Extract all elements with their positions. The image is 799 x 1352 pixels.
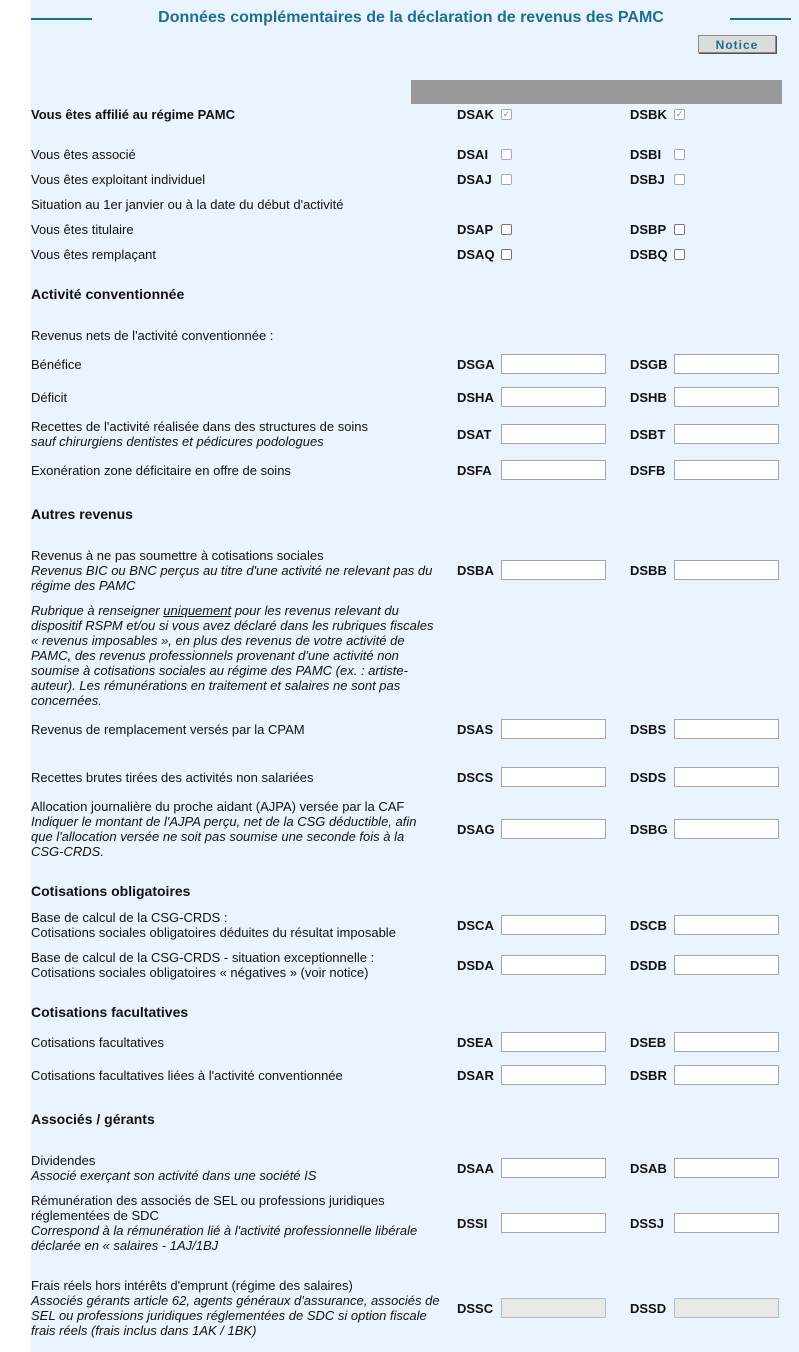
recettes-structures-note: sauf chirurgiens dentistes et pédicures podologues: [31, 434, 324, 449]
code-dsbr: DSBR: [630, 1068, 667, 1083]
input-dsat[interactable]: [501, 424, 606, 444]
dividendes-text: Dividendes: [31, 1153, 96, 1168]
code-dsbk: DSBK: [630, 107, 667, 122]
code-dsai: DSAI: [457, 147, 489, 162]
input-dsar[interactable]: [501, 1065, 606, 1085]
ajpa-text: Allocation journalière du proche aidant (AJPA) versée par la CAF: [31, 799, 405, 814]
code-dsds: DSDS: [630, 770, 667, 785]
code-dsaj: DSAJ: [457, 172, 492, 187]
remplacement-label: Revenus de remplacement versés par la CPAM: [31, 722, 305, 737]
code-dsbb: DSBB: [630, 563, 667, 578]
page-title: Données complémentaires de la déclaration de revenus des PAMC: [158, 9, 664, 26]
recettes-structures-label: [31, 419, 446, 449]
remuneration-sel-text: Rémunération des associés de SEL ou professions juridiques réglementées de SDC: [31, 1193, 385, 1223]
frais-reels-text: Frais réels hors intérêts d'emprunt (régime des salaires): [31, 1278, 353, 1293]
input-dsbr[interactable]: [674, 1065, 779, 1085]
non-soumis-note: Revenus BIC ou BNC perçus au titre d'une activité ne relevant pas du régime des PAMC: [31, 563, 433, 593]
section-associes: Associés / gérants: [31, 1111, 155, 1127]
section-activite: Activité conventionnée: [31, 286, 185, 302]
code-dsha: DSHA: [457, 390, 494, 405]
remuneration-sel-label: [31, 1193, 431, 1253]
associe-label: Vous êtes associé: [31, 147, 136, 162]
base-csg-exc-text: Base de calcul de la CSG-CRDS - situation exceptionnelle :: [31, 950, 375, 965]
code-dsaa: DSAA: [457, 1161, 494, 1176]
remplacant-label: Vous êtes remplaçant: [31, 247, 157, 262]
code-dsba: DSBA: [457, 563, 494, 578]
input-dsbs[interactable]: [674, 719, 779, 739]
input-dsba[interactable]: [501, 560, 606, 580]
notice-button[interactable]: Notice: [698, 35, 776, 53]
input-dshb[interactable]: [674, 387, 779, 407]
code-dssc: DSSC: [457, 1301, 494, 1316]
code-dscs: DSCS: [457, 770, 494, 785]
input-dsbb[interactable]: [674, 560, 779, 580]
input-dsag[interactable]: [501, 819, 606, 839]
code-dsfa: DSFA: [457, 463, 492, 478]
input-dseb[interactable]: [674, 1032, 779, 1052]
code-dsab: DSAB: [630, 1161, 667, 1176]
input-dsas[interactable]: [501, 719, 606, 739]
section-autres: Autres revenus: [31, 506, 133, 522]
base-csg-exc-text2: Cotisations sociales obligatoires « négatives » (voir notice): [31, 965, 369, 980]
code-dsbi: DSBI: [630, 147, 662, 162]
input-dscs[interactable]: [501, 767, 606, 787]
input-dsdb[interactable]: [674, 955, 779, 975]
base-csg-exc-label: [31, 950, 446, 980]
section-cot-fac: Cotisations facultatives: [31, 1004, 189, 1020]
base-csg-text: Base de calcul de la CSG-CRDS :: [31, 910, 228, 925]
checkbox-dsai[interactable]: [501, 149, 512, 160]
frais-reels-label: [31, 1278, 441, 1338]
input-dsha[interactable]: [501, 387, 606, 407]
header-gray-bar: [411, 80, 782, 104]
titulaire-label: Vous êtes titulaire: [31, 222, 134, 237]
base-csg-label: [31, 910, 446, 940]
deficit-label: Déficit: [31, 390, 68, 405]
rubrique-note-emph: uniquement: [163, 603, 232, 618]
checkbox-dsbq[interactable]: [674, 249, 685, 260]
base-csg-text2: Cotisations sociales obligatoires déduites du résultat imposable: [31, 925, 396, 940]
title-rule-left: [31, 18, 92, 20]
code-dsca: DSCA: [457, 918, 494, 933]
section-cot-oblig: Cotisations obligatoires: [31, 883, 191, 899]
input-dsfb[interactable]: [674, 460, 779, 480]
code-dsbp: DSBP: [630, 222, 667, 237]
checkbox-dsaj[interactable]: [501, 174, 512, 185]
code-dsdb: DSDB: [630, 958, 667, 973]
code-dsap: DSAP: [457, 222, 494, 237]
non-soumis-label: [31, 548, 439, 593]
situation-label: Situation au 1er janvier ou à la date du début d'activité: [31, 197, 344, 212]
input-dscb[interactable]: [674, 915, 779, 935]
input-dsca[interactable]: [501, 915, 606, 935]
code-dsbq: DSBQ: [630, 247, 668, 262]
dividendes-note: Associé exerçant son activité dans une société IS: [31, 1168, 317, 1183]
code-dsar: DSAR: [457, 1068, 494, 1083]
code-dsbs: DSBS: [630, 722, 667, 737]
input-dssi[interactable]: [501, 1213, 606, 1233]
recettes-brutes-label: Recettes brutes tirées des activités non salariées: [31, 770, 314, 785]
code-dssi: DSSI: [457, 1216, 488, 1231]
input-dssd: [674, 1298, 779, 1318]
input-dsds[interactable]: [674, 767, 779, 787]
input-dsab[interactable]: [674, 1158, 779, 1178]
code-dsbg: DSBG: [630, 822, 668, 837]
dividendes-label: [31, 1153, 446, 1183]
input-dsbg[interactable]: [674, 819, 779, 839]
cot-fac-conv-label: Cotisations facultatives liées à l'activité conventionnée: [31, 1068, 343, 1083]
code-dsea: DSEA: [457, 1035, 494, 1050]
checkbox-dsap[interactable]: [501, 224, 512, 235]
code-dsbj: DSBJ: [630, 172, 665, 187]
input-dsgb[interactable]: [674, 354, 779, 374]
rubrique-note-part1: Rubrique à renseigner: [31, 603, 164, 618]
ajpa-note: Indiquer le montant de l'AJPA perçu, net de la CSG déductible, afin que l'allocation versée ne soit pas soumise une seconde fois à la CSG-CRDS.: [31, 814, 417, 859]
code-dsgb: DSGB: [630, 357, 668, 372]
checkbox-dsbi[interactable]: [674, 149, 685, 160]
code-dsak: DSAK: [457, 107, 494, 122]
exoneration-label: Exonération zone déficitaire en offre de soins: [31, 463, 291, 478]
code-dsaq: DSAQ: [457, 247, 495, 262]
input-dsga[interactable]: [501, 354, 606, 374]
code-dssd: DSSD: [630, 1301, 667, 1316]
input-dsea[interactable]: [501, 1032, 606, 1052]
input-dssj[interactable]: [674, 1213, 779, 1233]
code-dsfb: DSFB: [630, 463, 666, 478]
input-dsda[interactable]: [501, 955, 606, 975]
code-dseb: DSEB: [630, 1035, 667, 1050]
cot-fac-label: Cotisations facultatives: [31, 1035, 164, 1050]
input-dsbt[interactable]: [674, 424, 779, 444]
title-rule-right: [730, 18, 791, 20]
recettes-structures-text: Recettes de l'activité réalisée dans des structures de soins: [31, 419, 369, 434]
code-dsas: DSAS: [457, 722, 494, 737]
input-dssc: [501, 1298, 606, 1318]
checkbox-dsbj[interactable]: [674, 174, 685, 185]
checkbox-dsak[interactable]: ✓: [502, 109, 511, 119]
revenus-nets-label: Revenus nets de l'activité conventionnée :: [31, 328, 274, 343]
code-dscb: DSCB: [630, 918, 667, 933]
code-dsga: DSGA: [457, 357, 495, 372]
code-dshb: DSHB: [630, 390, 667, 405]
exploitant-label: Vous êtes exploitant individuel: [31, 172, 206, 187]
rubrique-note: [31, 603, 443, 708]
affilie-label: Vous êtes affilié au régime PAMC: [31, 107, 235, 122]
remuneration-sel-note: Correspond à la rémunération lié à l'activité professionnelle libérale déclarée en « salaires - 1AJ/1BJ: [31, 1223, 418, 1253]
checkbox-dsbp[interactable]: [674, 224, 685, 235]
input-dsfa[interactable]: [501, 460, 606, 480]
input-dsaa[interactable]: [501, 1158, 606, 1178]
benefice-label: Bénéfice: [31, 357, 82, 372]
code-dsat: DSAT: [457, 427, 492, 442]
code-dsbt: DSBT: [630, 427, 666, 442]
rubrique-note-part2: pour les revenus relevant du dispositif RSPM et/ou si vous avez déclaré dans les rubriques fiscales « revenus imposables », en plus des revenus de votre activité de PAMC, des revenus professionnels provenant d'une activité non soumise à cotisations sociales au régime des PAMC (ex. : artiste-auteur). Les rémunérations en traitement et salaires ne sont pas concernées.: [31, 603, 434, 708]
non-soumis-text: Revenus à ne pas soumettre à cotisations sociales: [31, 548, 324, 563]
code-dssj: DSSJ: [630, 1216, 664, 1231]
checkbox-dsaq[interactable]: [501, 249, 512, 260]
code-dsda: DSDA: [457, 958, 494, 973]
ajpa-label: [31, 799, 426, 859]
code-dsag: DSAG: [457, 822, 495, 837]
frais-reels-note: Associés gérants article 62, agents généraux d'assurance, associés de SEL ou professions juridiques réglementées de SDC si option fiscale frais réels (frais inclus dans 1AK / 1BK): [31, 1293, 440, 1338]
checkbox-dsbk[interactable]: ✓: [675, 109, 684, 119]
